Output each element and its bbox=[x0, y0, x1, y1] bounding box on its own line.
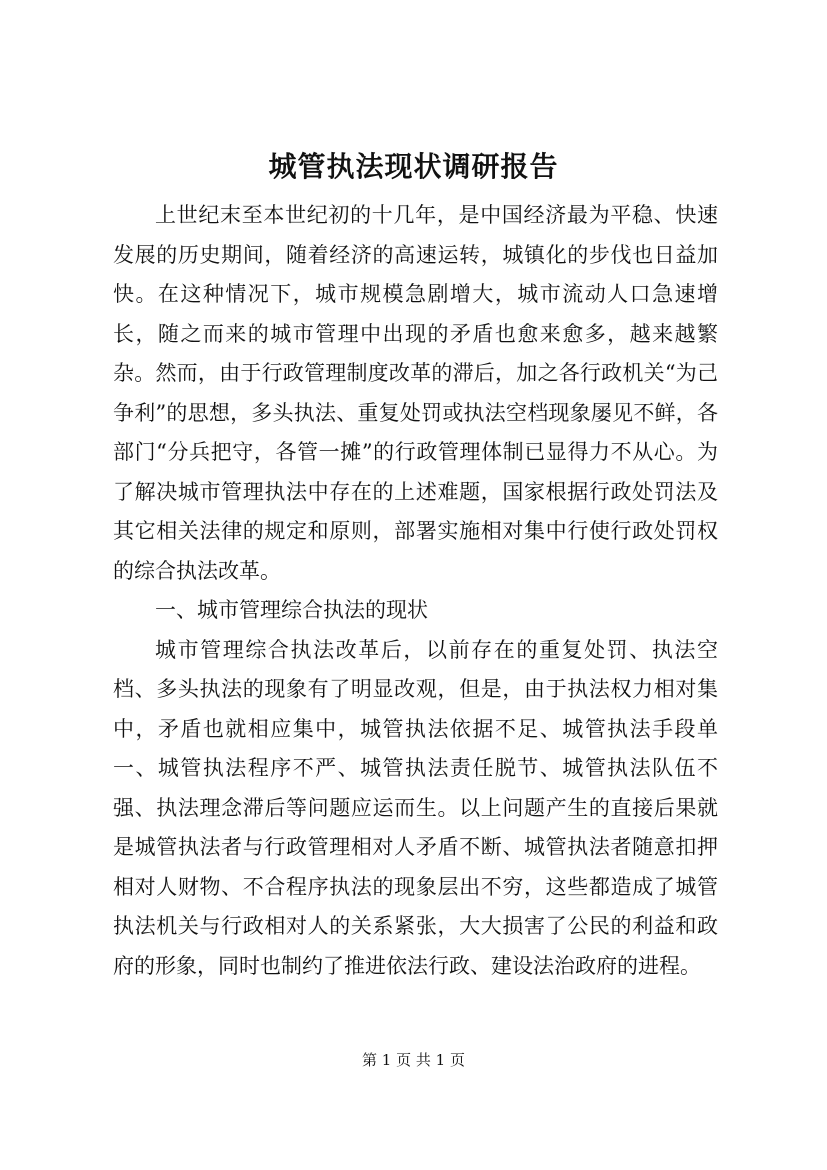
document-title: 城管执法现状调研报告 bbox=[268, 150, 559, 183]
page-footer: 第 1 页 共 1 页 bbox=[362, 1051, 465, 1069]
intro-paragraph: 上世纪末至本世纪初的十几年，是中国经济最为平稳、快速发展的历史期间，随着经济的高速运转，城镇化的步伐也日益加快。在这种情况下，城市规模急剧增大，城市流动人口急速增长，随之而来的城市管理中出现的矛盾也愈来愈多，越来越繁杂。然而，由于行政管理制度改革的滞后，加之各行政机关“为己争利”的思想，多头执法、重复处罚或执法空档现象屡见不鲜，各部门“分兵把守，各管一摊”的行政管理体制已显得力不从心。为了解决城市管理执法中存在的上述难题，国家根据行政处罚法及其它相关法律的规定和原则，部署实施相对集中行使行政处罚权的综合执法改革。 bbox=[113, 203, 718, 583]
section-heading: 一、城市管理综合执法的现状 bbox=[155, 598, 428, 622]
section-paragraph: 城市管理综合执法改革后，以前存在的重复处罚、执法空档、多头执法的现象有了明显改观，但是，由于执法权力相对集中，矛盾也就相应集中，城管执法依据不足、城管执法手段单一、城管执法程序不严、城管执法责任脱节、城管执法队伍不强、执法理念滞后等问题应运而生。以上问题产生的直接后果就是城管执法者与行政管理相对人矛盾不断、城管执法者随意扣押相对人财物、不合程序执法的现象层出不穷，这些都造成了城管执法机关与行政相对人的关系紧张，大大损害了公民的利益和政府的形象，同时也制约了推进依法行政、建设法治政府的进程。 bbox=[113, 637, 718, 978]
document-body bbox=[113, 196, 718, 986]
